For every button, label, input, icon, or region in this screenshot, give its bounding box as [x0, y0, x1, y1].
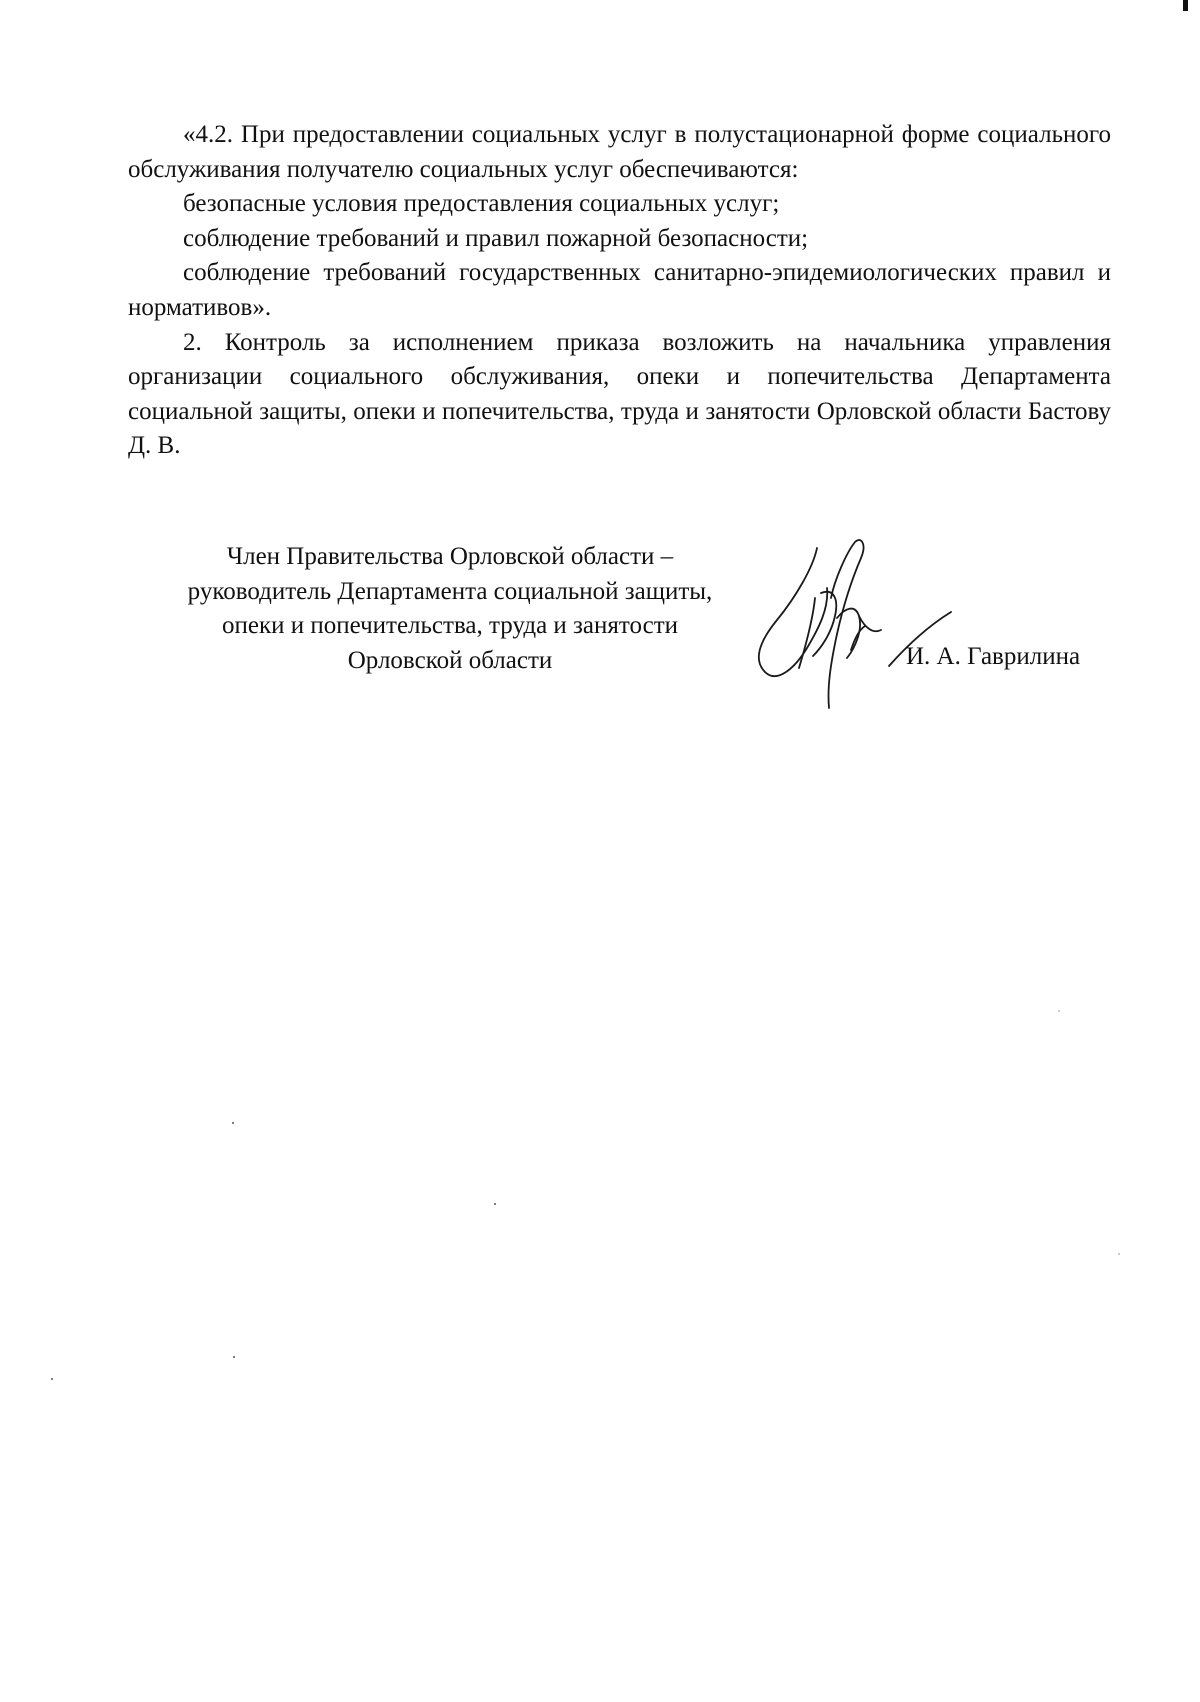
- signer-title-line: Орловской области: [347, 646, 553, 674]
- scan-speck: [233, 1356, 235, 1358]
- signer-name: И. А. Гаврилина: [906, 643, 1081, 670]
- list-item-sanitary-rules: соблюдение требований государственных санитарно-эпидемиологических правил и нормативов».: [128, 259, 1111, 321]
- signer-title-line: опеки и попечительства, труда и занятости: [221, 612, 679, 640]
- list-item-fire-safety: соблюдение требований и правил пожарной безопасности;: [183, 224, 809, 252]
- paragraph-control: 2. Контроль за исполнением приказа возложить на начальника управления организации социального обслуживания, опеки и попечительства Департамента социальной защиты, опеки и попечительства, труда и занятости Орловской области Бастову Д. В.: [128, 328, 1111, 460]
- scan-speck: [494, 1203, 496, 1205]
- signer-title-line: Член Правительства Орловской области –: [226, 543, 674, 570]
- scan-speck: [1118, 1253, 1120, 1255]
- scan-speck: [1058, 1010, 1060, 1012]
- paragraph-4-2: «4.2. При предоставлении социальных услуг в полустационарной форме социального обслуживания получателю социальных услуг обеспечиваются:: [128, 121, 1111, 183]
- document-body: [128, 118, 1111, 464]
- signer-title-line: руководитель Департамента социальной защиты,: [187, 577, 713, 605]
- scan-speck: [232, 1122, 234, 1124]
- scan-corner-mark: [1183, 0, 1188, 11]
- scan-speck: [51, 1378, 53, 1380]
- list-item-safe-conditions: безопасные условия предоставления социальных услуг;: [183, 190, 780, 218]
- signer-title-block: [140, 540, 760, 678]
